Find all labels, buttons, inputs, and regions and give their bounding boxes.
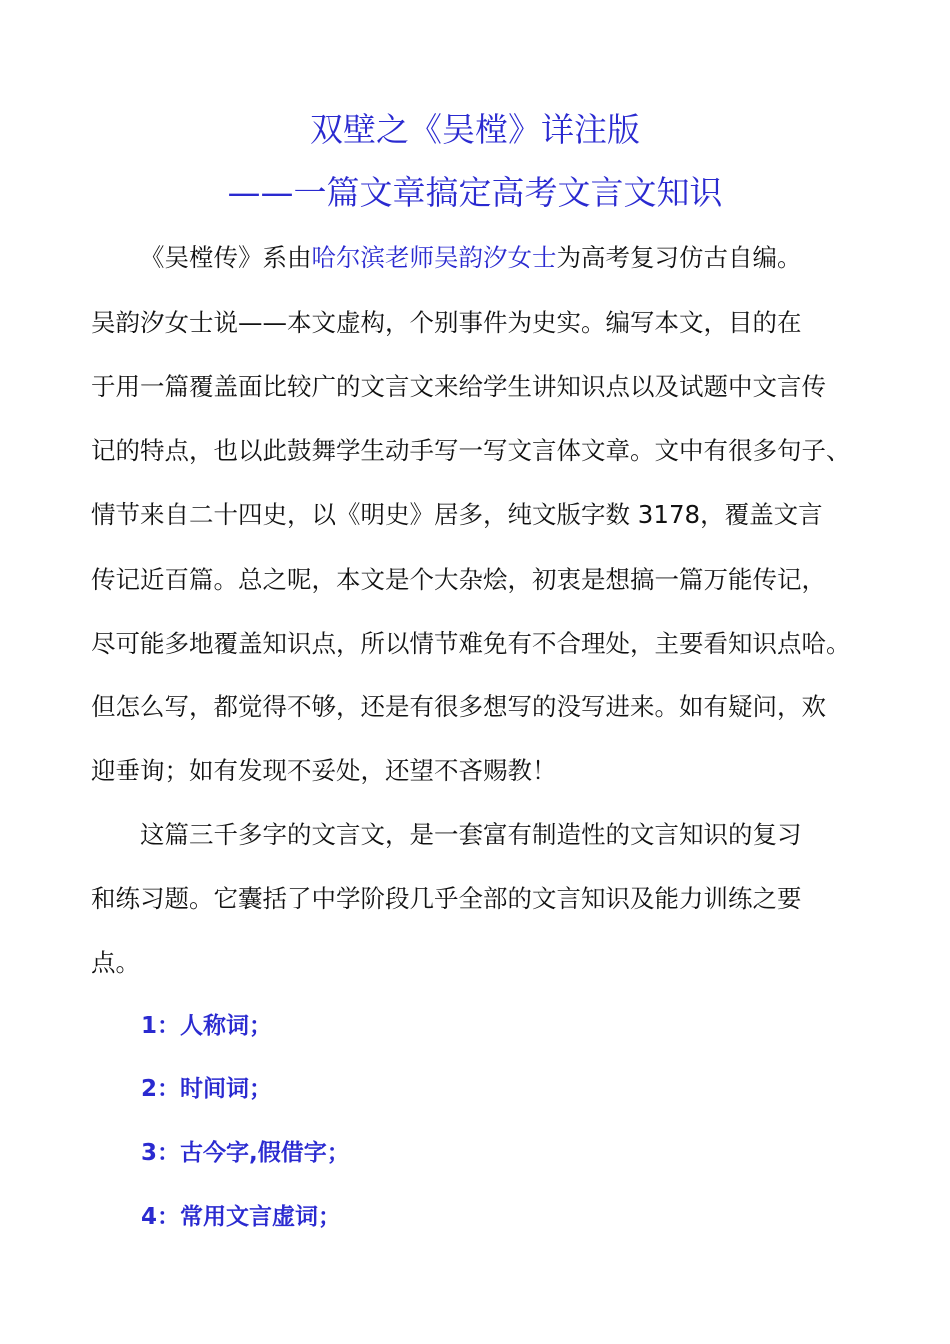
paragraph-1-line-7: 尽可能多地覆盖知识点，所以情节难免有不合理处，主要看知识点哈。 (91, 629, 851, 658)
paragraph-2-line-3: 点。 (91, 948, 140, 977)
paragraph-text: 《吴樘传》系由 (140, 243, 312, 272)
paragraph-1-line-5: 情节来自二十四史，以《明史》居多，纯文版字数 3178，覆盖文言 (91, 500, 823, 529)
paragraph-1-line-9: 迎垂询；如有发现不妥处，还望不吝赐教！ (91, 756, 557, 785)
list-item: 2：时间词； (141, 1076, 273, 1102)
paragraph-1-line-8: 但怎么写，都觉得不够，还是有很多想写的没写进来。如有疑问，欢 (91, 692, 826, 721)
paragraph-1-line-1 (140, 241, 940, 275)
document-title: 双壁之《吴樘》详注版 (310, 110, 640, 149)
list-item: 1：人称词； (141, 1013, 273, 1039)
paragraph-1-line-6: 传记近百篇。总之呢，本文是个大杂烩，初衷是想搞一篇万能传记， (91, 565, 826, 594)
author-highlight: 哈尔滨老师吴韵汐女士 (311, 243, 557, 272)
paragraph-1-line-3: 于用一篇覆盖面比较广的文言文来给学生讲知识点以及试题中文言传 (91, 372, 826, 401)
document-subtitle: ——一篇文章搞定高考文言文知识 (227, 173, 723, 212)
paragraph-1-line-2: 吴韵汐女士说——本文虚构，个别事件为史实。编写本文，目的在 (91, 308, 802, 337)
paragraph-2-line-2: 和练习题。它囊括了中学阶段几乎全部的文言知识及能力训练之要 (91, 884, 802, 913)
list-item: 3：古今字,假借字； (141, 1140, 350, 1166)
paragraph-text: 为高考复习仿古自编。 (556, 243, 802, 272)
paragraph-2-line-1: 这篇三千多字的文言文，是一套富有制造性的文言知识的复习 (140, 820, 802, 849)
list-item: 4：常用文言虚词； (141, 1204, 342, 1230)
paragraph-1-line-4: 记的特点，也以此鼓舞学生动手写一写文言体文章。文中有很多句子、 (91, 436, 851, 465)
